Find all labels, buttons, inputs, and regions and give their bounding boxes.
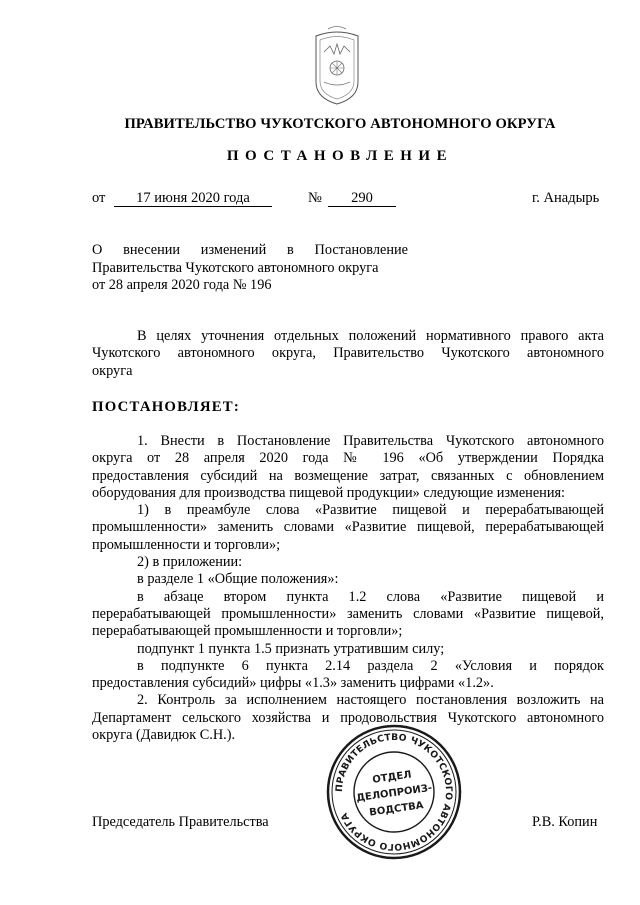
signatory-position: Председатель Правительства [92,814,269,830]
subject-line-1 [92,242,408,260]
body-line: 1. Внести в Постановление Правительства Чукотского автономного [137,433,604,449]
signatory-name: Р.В. Копин [532,814,598,830]
subject-line-2: Правительства Чукотского автономного округа [92,259,379,276]
body-line: Департамент сельского хозяйства и продовольствия Чукотского автономного [92,709,604,726]
coat-of-arms-emblem [306,24,368,108]
body-line: промышленности и торговли»; [92,536,281,553]
subject-word: в [287,242,294,258]
body-line: 2) в приложении: [137,554,243,571]
from-label: от [92,190,106,206]
resolution-body [92,433,604,744]
preamble-line: Чукотского автономного округа, Правительство Чукотского автономного [92,345,604,362]
body-line: перерабатывающей промышленности и торговли»; [92,623,403,640]
number-value: 290 [328,191,396,207]
subject-word: Постановление [314,242,408,258]
body-line: оборудования для производства пищевой продукции» следующие изменения: [92,484,566,501]
body-line: в абзаце втором пункта 1.2 слова «Развитие пищевой и [137,588,604,605]
body-line: в подпункте 6 пункта 2.14 раздела 2 «Условия и порядок [137,657,604,674]
organization-title: ПРАВИТЕЛЬСТВО ЧУКОТСКОГО АВТОНОМНОГО ОКРУГА [124,116,556,132]
stamp-center-line-2: ДЕЛОПРОИЗ- [355,782,433,805]
body-line: округа от 28 апреля 2020 года № 196 «Об утверждении Порядка [92,450,604,467]
preamble-line: В целях уточнения отдельных положений нормативного правого акта [137,328,604,344]
document-subject [92,242,408,295]
stamp-center-line-3: ВОДСТВА [368,800,425,819]
body-line: округа (Давидюк С.Н.). [92,727,236,744]
preamble-line: округа [92,362,133,379]
subject-word: О [92,242,103,258]
number-label: № [308,190,322,206]
document-number [328,190,396,207]
subject-word: изменений [200,242,267,258]
stamp-ring-text: ПРАВИТЕЛЬСТВО ЧУКОТСКОГО АВТОНОМНОГО ОКРУГА [333,731,455,853]
resolves-heading: ПОСТАНОВЛЯЕТ: [92,399,241,415]
official-stamp [324,722,464,862]
city: г. Анадырь [532,190,600,206]
subject-word: внесении [123,242,181,258]
date-value: 17 июня 2020 года [114,191,272,207]
body-line: предоставления субсидий» цифры «1.3» заменить цифрами «1.2». [92,675,494,692]
stamp-center-line-1: ОТДЕЛ [371,769,413,786]
body-line: предоставления субсидий на возмещение затрат, связанных с обновлением [92,467,604,484]
body-line: подпункт 1 пункта 1.5 признать утратившим силу; [137,640,445,657]
body-line: 2. Контроль за исполнением настоящего постановления возложить на [137,692,604,709]
document-date [114,190,272,207]
document-type-heading: ПОСТАНОВЛЕНИЕ [226,148,454,164]
subject-line-3: от 28 апреля 2020 года № 196 [92,277,272,293]
body-line: перерабатывающей промышленности» заменить словами «Развитие пищевой, [92,605,604,622]
body-line: в разделе 1 «Общие положения»: [137,571,339,588]
preamble [92,328,604,380]
body-line: промышленности» заменить словами «Развитие пищевой, перерабатывающей [92,519,604,536]
body-line: 1) в преамбуле слова «Развитие пищевой и перерабатывающей [137,502,604,519]
